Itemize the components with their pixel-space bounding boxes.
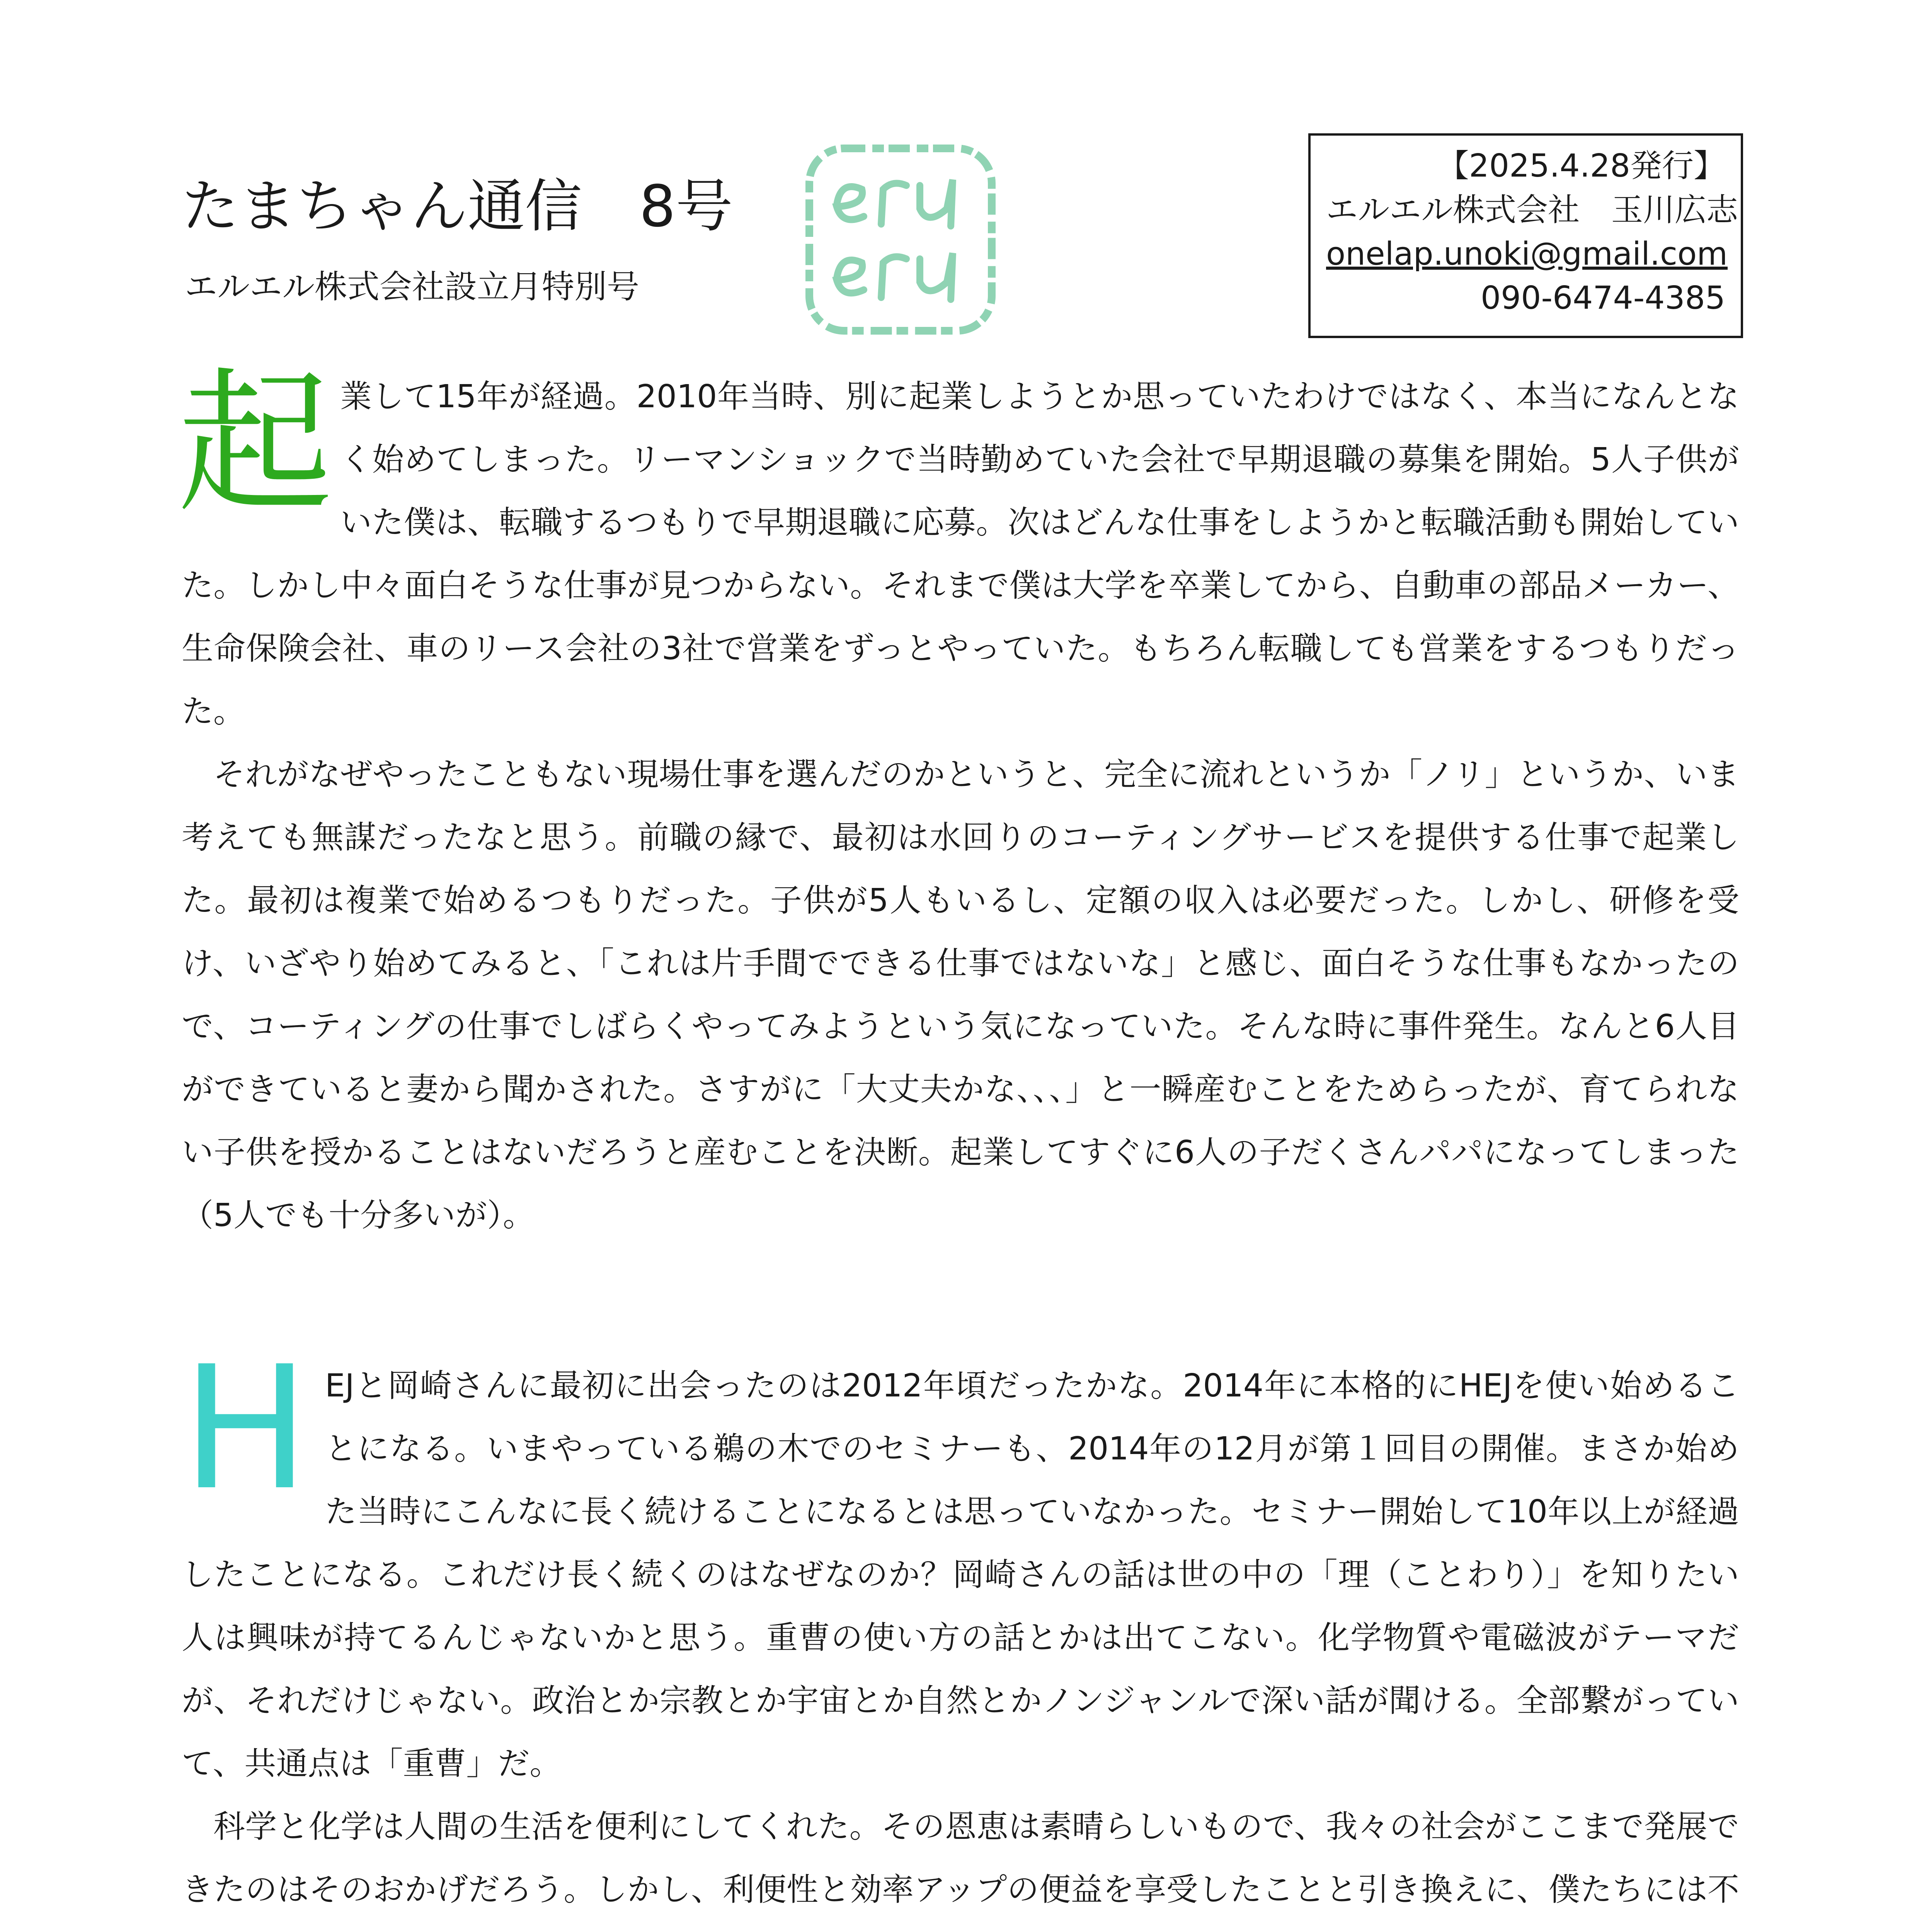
issue-date: 【2025.4.28発行】 xyxy=(1437,148,1725,184)
dropcap-h: H xyxy=(182,1330,310,1527)
paragraph: EJと岡崎さんに最初に出会ったのは2012年頃だったかな。2014年に本格的にHEJを使い始めることになる。いまやっている鵜の木でのセミナーも、2014年の12月が第１回目の開催。まさか始めた当時にこんなに長く続けることになるとは思っていなかった。セミナー開始して10年以上が経過したことになる。これだけ長く続くのはなぜなのか？岡崎さんの話は世の中の「理（ことわり）」を知りたい人は興味が持てるんじゃないかと思う。重曹の使い方の話とかは出てこない。化学物質や電磁波がテーマだが、それだけじゃない。政治とか宗教とか宇宙とか自然とかノンジャンルで深い話が聞ける。全部繋がっていて、共通点は「重曹」だ。 xyxy=(182,1367,1739,1782)
paragraph: それがなぜやったこともない現場仕事を選んだのかというと、完全に流れというか「ノリ」というか、いま考えても無謀だったなと思う。前職の縁で、最初は水回りのコーティングサービスを提供する仕事で起業した。最初は複業で始めるつもりだった。子供が5人もいるし、定額の収入は必要だった。しかし、研修を受け、いざやり始めてみると、「これは片手間でできる仕事ではないな」と感じ、面白そうな仕事もなかったので、コーティングの仕事でしばらくやってみようという気になっていた。そんな時に事件発生。なんと6人目ができていると妻から聞かされた。さすがに「大丈夫かな、、、」と一瞬産むことをためらったが、育てられない子供を授かることはないだろうと産むことを決断。起業してすぐに6人の子だくさんパパになってしまった（5人でも十分多いが）。 xyxy=(182,756,1739,1234)
phone-number: 090-6474-4385 xyxy=(1480,280,1725,316)
eru-eru-logo xyxy=(804,143,997,336)
company-author: エルエル株式会社 玉川広志 xyxy=(1326,192,1738,228)
paragraph: 科学と化学は人間の生活を便利にしてくれた。その恩恵は素晴らしいもので、我々の社会がここまで発展できたのはそのおかげだろう。しかし、利便性と効率アップの便益を享受したことと引き換えに、僕たちには不 xyxy=(182,1808,1739,1908)
article-section-founding xyxy=(178,354,1739,1247)
newsletter-title: たまちゃん通信 8号 xyxy=(182,173,733,240)
dropcap-ki: 起 xyxy=(178,354,332,534)
logo-lettering xyxy=(837,180,953,299)
paragraph: 業して15年が経過。2010年当時、別に起業しようとか思っていたわけではなく、本当になんとなく始めてしまった。リーマンショックで当時勤めていた会社で早期退職の募集を開始。5人子供がいた僕は、転職するつもりで早期退職に応募。次はどんな仕事をしようかと転職活動も開始していた。しかし中々面白そうな仕事が見つからない。それまで僕は大学を卒業してから、自動車の部品メーカー、生命保険会社、車のリース会社の3社で営業をずっとやっていた。もちろん転職しても営業をするつもりだった。 xyxy=(182,378,1739,730)
newsletter-subtitle: エルエル株式会社設立月特別号 xyxy=(185,268,640,306)
email-link[interactable]: onelap.unoki@gmail.com xyxy=(1326,236,1728,272)
logo-stamp-frame xyxy=(809,148,992,331)
article-section-hej xyxy=(182,1330,1739,1932)
publication-info-box xyxy=(1308,133,1743,338)
